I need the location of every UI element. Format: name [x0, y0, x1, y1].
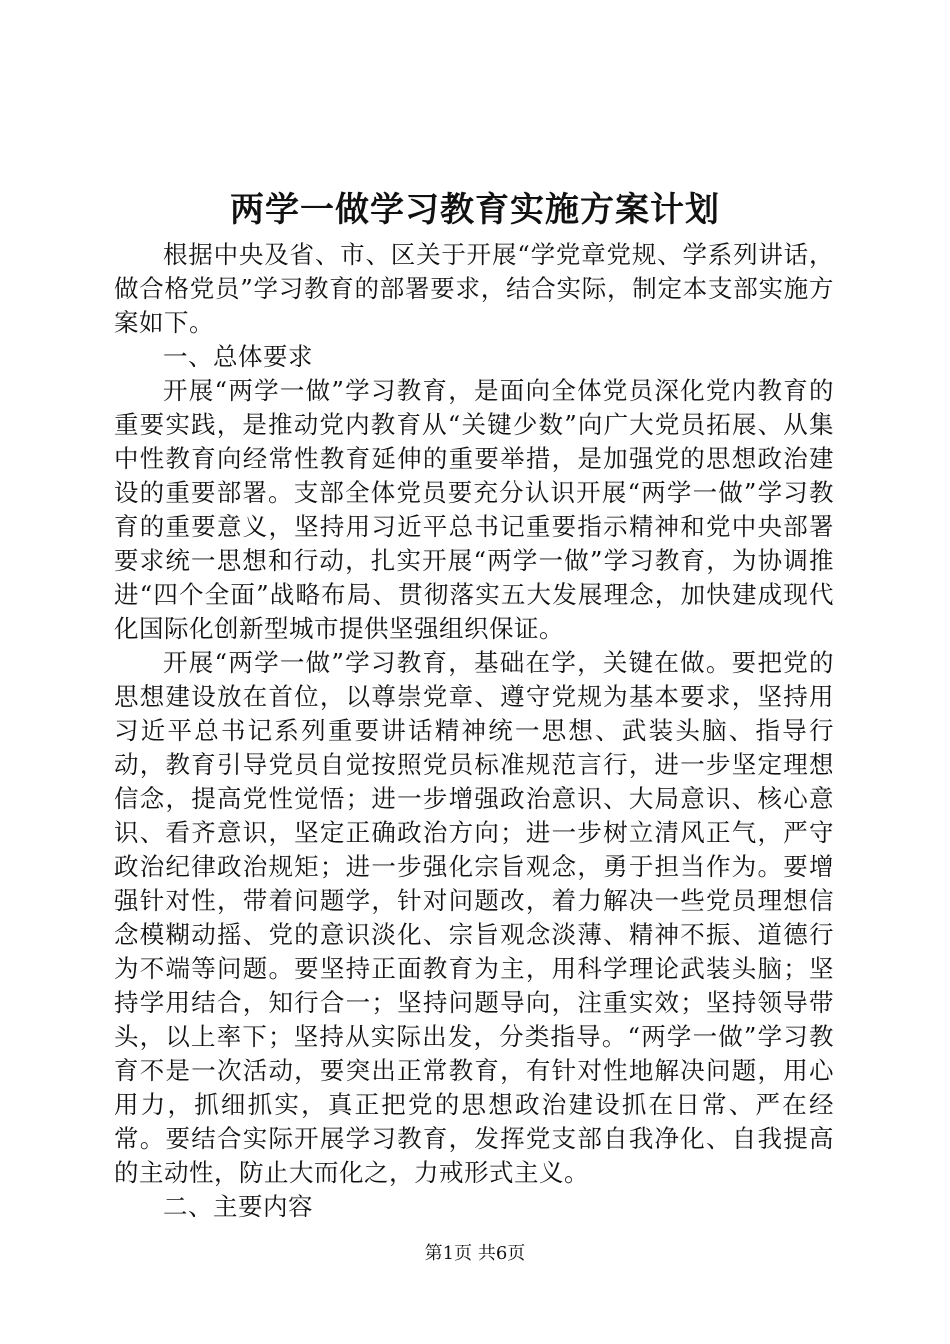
page-number-footer: 第1页 共6页	[424, 1243, 526, 1264]
paragraph-intro: 根据中央及省、市、区关于开展“学党章党规、学系列讲话，做合格党员”学习教育的部署要求，结合实际，制定本支部实施方案如下。	[114, 240, 834, 337]
document-title: 两学一做学习教育实施方案计划	[230, 190, 720, 230]
section-heading-general-requirements: 一、总体要求	[163, 342, 313, 371]
paragraph-general-1: 开展“两学一做”学习教育，是面向全体党员深化党内教育的重要实践，是推动党内教育从“关键少数”向广大党员拓展、从集中性教育向经常性教育延伸的重要举措，是加强党的思想政治建设的重要部署。支部全体党员要充分认识开展“两学一做”学习教育的重要意义，坚持用习近平总书记重要指示精神和党中央部署要求统一思想和行动，扎实开展“两学一做”学习教育，为协调推进“四个全面”战略布局、贯彻落实五大发展理念，加快建成现代化国际化创新型城市提供坚强组织保证。	[114, 376, 834, 643]
section-heading-main-content: 二、主要内容	[163, 1192, 313, 1221]
document-body	[114, 238, 834, 1224]
paragraph-general-2: 开展“两学一做”学习教育，基础在学，关键在做。要把党的思想建设放在首位，以尊崇党章、遵守党规为基本要求，坚持用习近平总书记系列重要讲话精神统一思想、武装头脑、指导行动，教育引导党员自觉按照党员标准规范言行，进一步坚定理想信念，提高党性觉悟；进一步增强政治意识、大局意识、核心意识、看齐意识，坚定正确政治方向；进一步树立清风正气，严守政治纪律政治规矩；进一步强化宗旨观念，勇于担当作为。要增强针对性，带着问题学，针对问题改，着力解决一些党员理想信念模糊动摇、党的意识淡化、宗旨观念淡薄、精神不振、道德行为不端等问题。要坚持正面教育为主，用科学理论武装头脑；坚持学用结合，知行合一；坚持问题导向，注重实效；坚持领导带头，以上率下；坚持从实际出发，分类指导。“两学一做”学习教育不是一次活动，要突出正常教育，有针对性地解决问题，用心用力，抓细抓实，真正把党的思想政治建设抓在日常、严在经常。要结合实际开展学习教育，发挥党支部自我净化、自我提高的主动性，防止大而化之，力戒形式主义。	[114, 648, 834, 1187]
